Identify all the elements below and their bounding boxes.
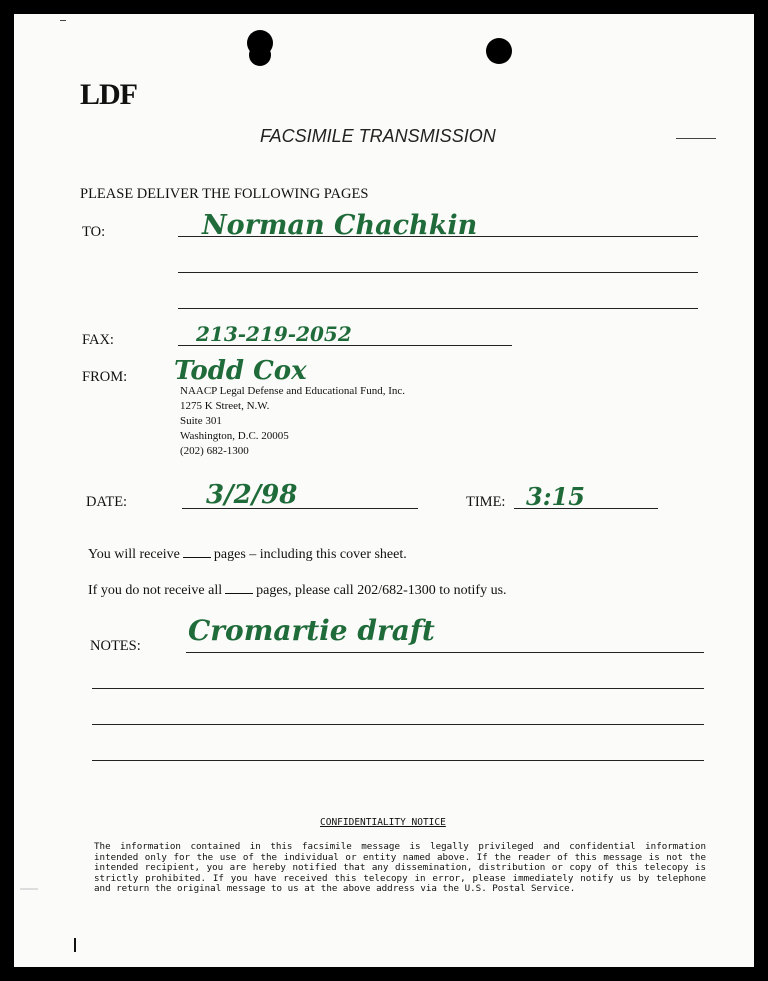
from-handwritten: Todd Cox bbox=[174, 356, 307, 386]
to-line-2 bbox=[178, 272, 698, 273]
page-title: FACSIMILE TRANSMISSION bbox=[260, 126, 496, 146]
pages-before: You will receive bbox=[88, 547, 180, 562]
punch-hole bbox=[486, 38, 512, 64]
notes-line bbox=[186, 652, 704, 653]
notes-line-3 bbox=[92, 724, 704, 725]
pages-sentence bbox=[88, 547, 407, 563]
time-label: TIME: bbox=[466, 494, 506, 510]
to-line-3 bbox=[178, 308, 698, 309]
scan-mark bbox=[20, 888, 38, 890]
notify-sentence bbox=[88, 583, 507, 599]
address-line: (202) 682-1300 bbox=[180, 445, 249, 457]
address-line: Washington, D.C. 20005 bbox=[180, 430, 289, 442]
scan-mark bbox=[60, 20, 66, 21]
to-label: TO: bbox=[82, 224, 106, 240]
notify-blank bbox=[225, 583, 253, 594]
address-line: 1275 K Street, N.W. bbox=[180, 400, 270, 412]
date-label: DATE: bbox=[86, 494, 128, 510]
address-line: NAACP Legal Defense and Educational Fund, Inc. bbox=[180, 385, 406, 397]
notify-after: pages, please call 202/682-1300 to notify us. bbox=[256, 583, 507, 598]
from-label: FROM: bbox=[82, 369, 128, 385]
fax-label: FAX: bbox=[82, 332, 114, 348]
address-line: Suite 301 bbox=[180, 415, 222, 427]
fax-cover-page bbox=[14, 14, 754, 967]
delivery-instruction: PLEASE DELIVER THE FOLLOWING PAGES bbox=[80, 186, 369, 202]
time-line bbox=[514, 508, 658, 509]
to-line bbox=[178, 236, 698, 237]
scan-mark bbox=[74, 938, 76, 952]
date-handwritten: 3/2/98 bbox=[206, 480, 298, 510]
notes-line-4 bbox=[92, 760, 704, 761]
fax-line bbox=[178, 345, 512, 346]
date-line bbox=[182, 508, 418, 509]
scan-mark bbox=[676, 138, 716, 139]
pages-blank bbox=[183, 547, 211, 558]
sender-address bbox=[180, 384, 405, 459]
punch-hole bbox=[249, 44, 271, 66]
notes-line-2 bbox=[92, 688, 704, 689]
pages-after: pages – including this cover sheet. bbox=[213, 547, 407, 562]
notify-before: If you do not receive all bbox=[88, 583, 223, 598]
ldf-logo: LDF bbox=[80, 78, 137, 111]
time-handwritten: 3:15 bbox=[526, 482, 585, 511]
to-handwritten: Norman Chachkin bbox=[202, 210, 478, 241]
confidentiality-text: The information contained in this facsimile message is legally privileged and confidential information intended only for the use of the individual or entity named above. If the reader of this message is not the intended recipient, you are hereby notified that any dissemination, distribution or copy of this telecopy is strictly prohibited. If you have received this telecopy in error, please immediately notify us by telephone and return the original message to us at the above address via the U.S. Postal Service. bbox=[94, 841, 706, 895]
notes-label: NOTES: bbox=[90, 638, 141, 654]
notes-handwritten: Cromartie draft bbox=[188, 614, 435, 647]
confidentiality-title: CONFIDENTIALITY NOTICE bbox=[320, 817, 446, 828]
fax-handwritten: 213-219-2052 bbox=[196, 322, 352, 346]
